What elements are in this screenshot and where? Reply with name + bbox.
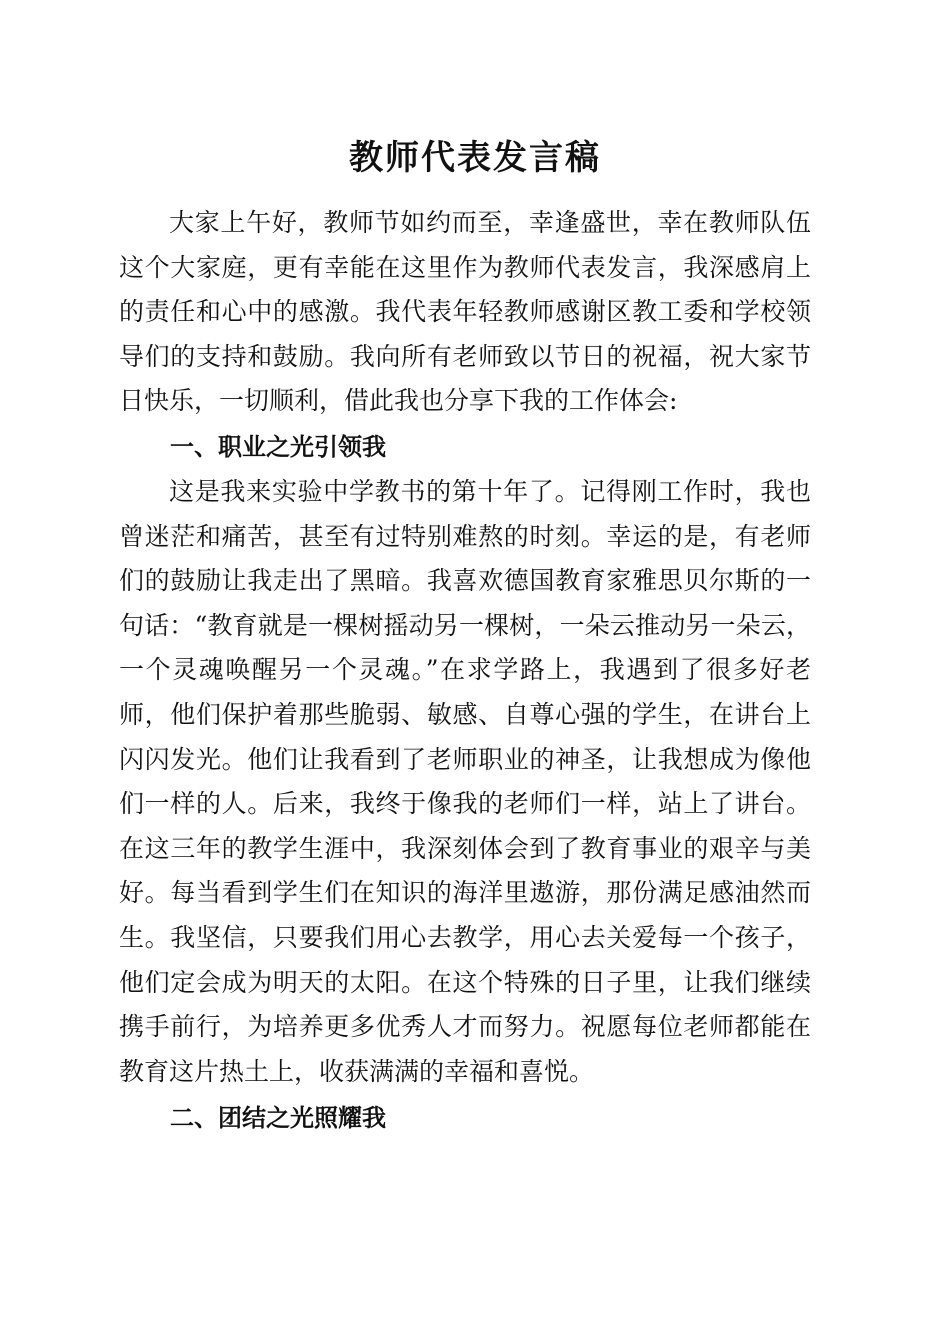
section-1-paragraph: 这是我来实验中学教书的第十年了。记得刚工作时，我也曾迷茫和痛苦，甚至有过特别难熬的时刻。幸运的是，有老师们的鼓励让我走出了黑暗。我喜欢德国教育家雅思贝尔斯的一句话：“教育就是一棵树摇动另一棵树，一朵云推动另一朵云，一个灵魂唤醒另一个灵魂。”在求学路上，我遇到了很多好老师，他们保护着那些脆弱、敏感、自尊心强的学生，在讲台上闪闪发光。他们让我看到了老师职业的神圣，让我想成为像他们一样的人。后来，我终于像我的老师们一样，站上了讲台。在这三年的教学生涯中，我深刻体会到了教育事业的艰辛与美好。每当看到学生们在知识的海洋里遨游，那份满足感油然而生。我坚信，只要我们用心去教学，用心去关爱每一个孩子，他们定会成为明天的太阳。在这个特殊的日子里，让我们继续携手前行，为培养更多优秀人才而努力。祝愿每位老师都能在教育这片热土上，收获满满的幸福和喜悦。	[119, 477, 811, 1086]
section-heading-1: 一、职业之光引领我	[170, 433, 386, 461]
section-heading-2: 二、团结之光照耀我	[170, 1104, 386, 1132]
document-title: 教师代表发言稿	[349, 138, 601, 178]
opening-paragraph: 大家上午好，教师节如约而至，幸逢盛世，幸在教师队伍这个大家庭，更有幸能在这里作为教师代表发言，我深感肩上的责任和心中的感激。我代表年轻教师感谢区教工委和学校领导们的支持和鼓励。我向所有老师致以节日的祝福，祝大家节日快乐，一切顺利，借此我也分享下我的工作体会:	[119, 208, 811, 416]
